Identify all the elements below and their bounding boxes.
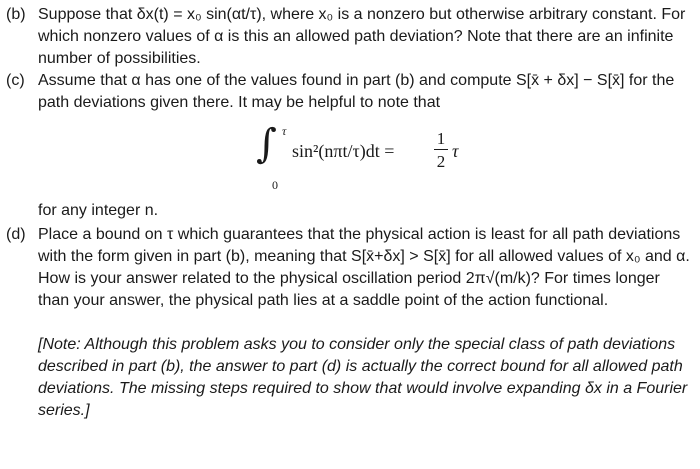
integral-upper-limit: τ — [282, 124, 287, 138]
part-c-label: (c) — [6, 72, 25, 89]
fraction-denominator: 2 — [436, 152, 446, 171]
integral-lower-limit: 0 — [272, 178, 278, 192]
fraction-tail: τ — [452, 141, 459, 161]
part-c-after-text: for any integer n. — [38, 202, 159, 219]
part-c-text: Assume that α has one of the values found in part (b) and compute S[x̄ + δx] − S[x̄] for the path deviations given there. It may be helpful to note that — [38, 72, 675, 111]
part-d-text: Place a bound on τ which guarantees that the physical action is least for all path deviations with the form given in part (b), meaning that S[x̄+δx] > S[x̄] for all allowed values of x₀ and α. How is your answer related to the physical oscillation period 2π√(m/k)? For times longer than your answer, the physical path lies at a saddle point of the action functional. — [38, 226, 690, 309]
part-b — [6, 4, 694, 70]
part-d-label: (d) — [6, 226, 26, 243]
integrand: sin²(nπt/τ)dt = — [292, 141, 395, 161]
fraction-numerator: 1 — [436, 129, 446, 148]
integral-equation — [256, 114, 694, 200]
note-text: [Note: Although this problem asks you to consider only the special class of path deviations described in part (b), the answer to part (d) is actually the correct bound for all allowed path deviations. The missing steps required to show that would involve expanding δx in a Fourier series.] — [38, 336, 688, 419]
fraction-bar — [434, 149, 448, 150]
part-b-label: (b) — [6, 6, 26, 23]
fraction-one-half — [434, 128, 448, 171]
part-c — [6, 70, 694, 222]
part-b-text: Suppose that δx(t) = x₀ sin(αt/τ), where x₀ is a nonzero but otherwise arbitrary constant. For which nonzero values of α is this an allowed path deviation? Note that there are an infinite number of possibilities. — [38, 6, 686, 67]
part-d — [6, 224, 694, 422]
integral-sign-icon: ∫ — [256, 121, 277, 167]
problem-text — [6, 4, 694, 422]
